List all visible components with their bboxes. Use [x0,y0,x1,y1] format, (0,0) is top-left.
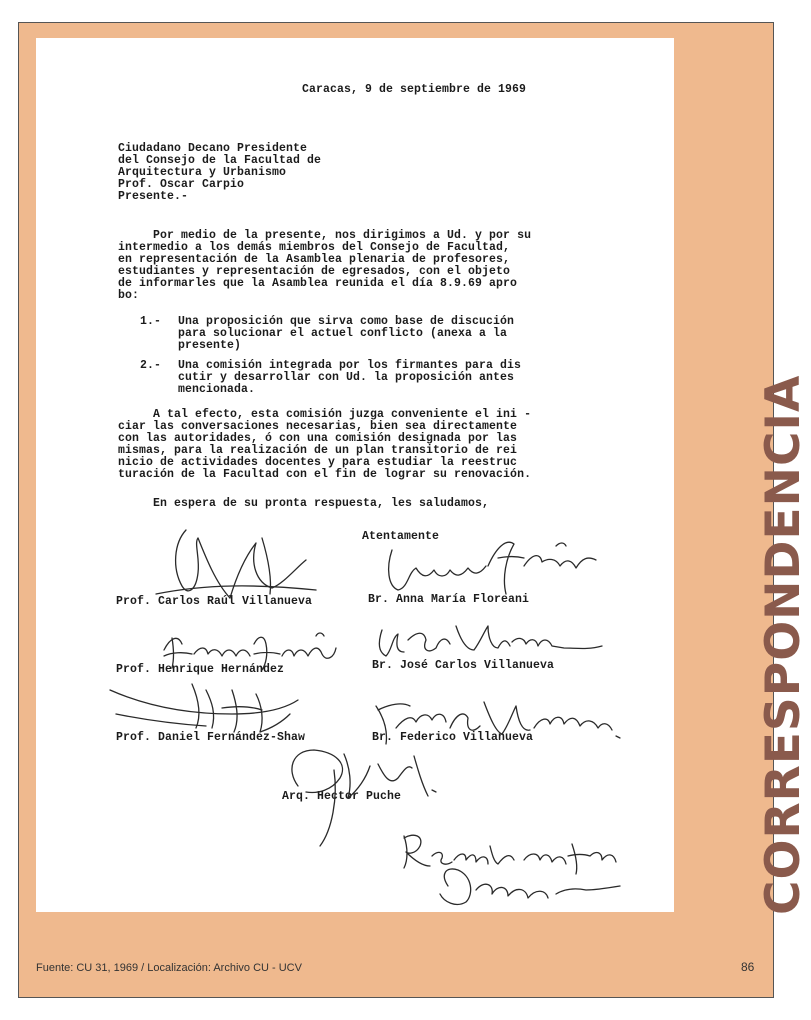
signatory-name: Br. José Carlos Villanueva [372,659,555,672]
addressee-line: Ciudadano Decano Presidente [118,142,308,155]
body-line: ciar las conversaciones necesarias, bien sea directamente [118,420,518,433]
signature-carlos-raul-villanueva [156,530,316,598]
item-1-line: Una proposición que sirva como base de discución [178,315,515,328]
signatory-name: Arq. Hector Puche [282,790,402,803]
signatory-name: Prof. Carlos Raúl Villanueva [116,595,313,608]
letter-document [36,38,674,912]
signature-henrique-hernandez [164,633,336,670]
intro-line: intermedio a los demás miembros del Consejo de Facultad, [118,241,511,254]
body-line: con las autoridades, ó con una comisión designada por las [118,432,518,445]
addressee-line: Presente.- [118,190,189,203]
letter-date: Caracas, 9 de septiembre de 1969 [302,83,527,96]
signatory-name: Prof. Daniel Fernández-Shaw [116,731,306,744]
signature-federico-villanueva [376,702,620,744]
intro-line: en representación de la Asamblea plenaria de profesores, [118,253,511,266]
signature-anna-maria-floreani [389,542,596,594]
handwritten-signatures [36,38,674,912]
page-number: 86 [741,960,755,974]
item-1-number: 1.- [140,315,162,328]
intro-line: Por medio de la presente, nos dirigimos a Ud. y por su [118,229,532,242]
salutation: Atentamente [362,530,440,543]
signatory-name: Prof. Henrique Hernández [116,663,285,676]
signature-daniel-fernandez-shaw [110,684,298,732]
source-caption: Fuente: CU 31, 1969 / Localización: Archivo CU - UCV [36,962,302,974]
item-1-line: para solucionar el actuel conflicto (anexa a la [178,327,508,340]
signatory-name: Br. Anna María Floreani [368,593,530,606]
signature-hector-puche [292,750,436,846]
item-2-line: Una comisión integrada por los firmantes para dis [178,359,522,372]
signatory-name: Br. Federico Villanueva [372,731,534,744]
addressee-line: Arquitectura y Urbanismo [118,166,287,179]
addressee-line: Prof. Oscar Carpio [118,178,245,191]
closing-line: En espera de su pronta respuesta, les saludamos, [118,497,490,510]
body-line: turación de la Facultad con el fin de lograr su renovación. [118,468,532,481]
intro-line: de informarles que la Asamblea reunida el día 8.9.69 apro [118,277,518,290]
signature-jose-carlos-villanueva [379,626,602,656]
intro-line: bo: [118,289,140,302]
item-2-line: cutir y desarrollar con Ud. la proposición antes [178,371,515,384]
item-1-line: presente) [178,339,242,352]
body-line: mismas, para la realización de un plan transitorio de rei [118,444,518,457]
body-line: nicio de actividades docentes y para estudiar la reestruc [118,456,518,469]
item-2-line: mencionada. [178,383,256,396]
section-title: CORRESPONDENCIA [756,374,811,915]
body-line: A tal efecto, esta comisión juzga conveniente el ini - [118,408,532,421]
item-2-number: 2.- [140,359,162,372]
handwritten-note-recibido [404,835,620,904]
addressee-line: del Consejo de la Facultad de [118,154,322,167]
intro-line: estudiantes y representación de egresados, con el objeto [118,265,511,278]
